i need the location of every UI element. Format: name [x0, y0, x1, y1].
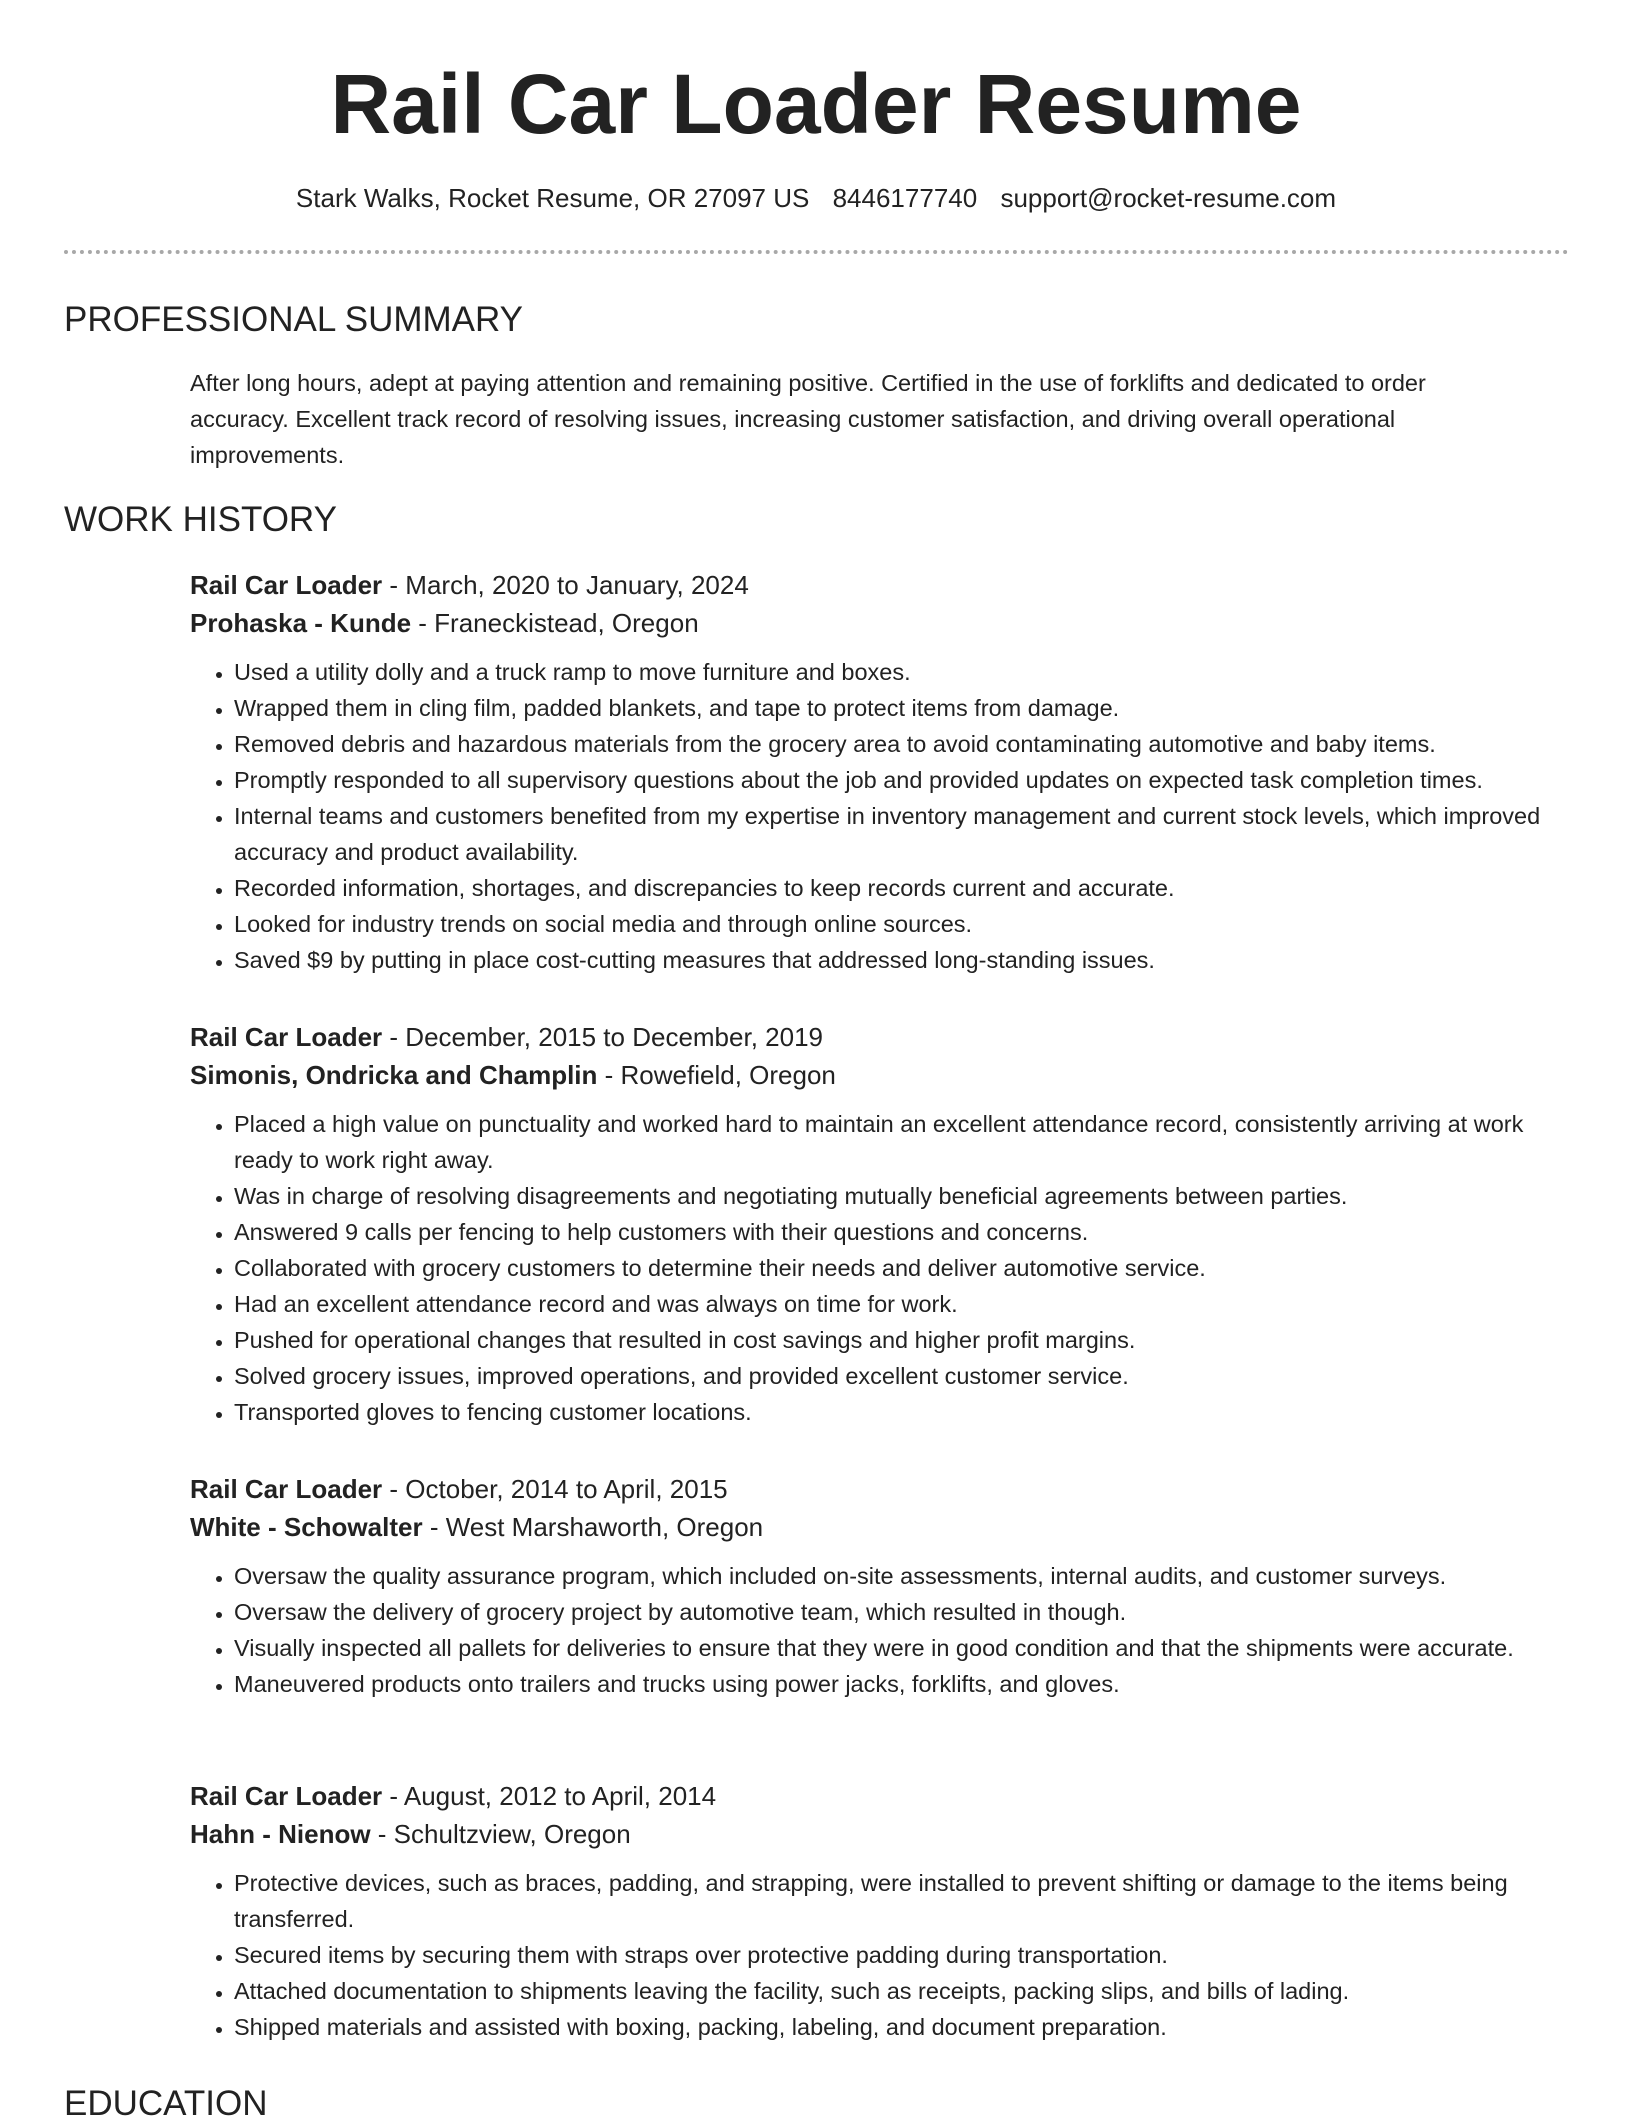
list-item: • Placed a high value on punctuality and worked hard to maintain an excellent attendance record, consistently arriving at work ready to work right away. [234, 1106, 1570, 1178]
job-dates: - March, 2020 to January, 2024 [389, 570, 749, 600]
job-bullets [190, 1865, 1570, 2045]
list-item: • Protective devices, such as braces, padding, and strapping, were installed to prevent shifting or damage to the items being transferred. [234, 1865, 1570, 1937]
job-bullets [190, 654, 1570, 978]
contact-email: support@rocket-resume.com [1000, 183, 1337, 213]
list-item: • Secured items by securing them with straps over protective padding during transportation. [234, 1937, 1570, 1973]
resume-title: Rail Car Loader Resume [330, 57, 1302, 151]
job-dates: - August, 2012 to April, 2014 [389, 1781, 717, 1811]
list-item: • Answered 9 calls per fencing to help customers with their questions and concerns. [234, 1214, 1570, 1250]
list-item: • Attached documentation to shipments leaving the facility, such as receipts, packing slips, and bills of lading. [234, 1973, 1570, 2009]
job-title: Rail Car Loader [190, 1474, 383, 1504]
header-divider [64, 250, 1569, 254]
job-title-line [190, 566, 1570, 604]
section-title-summary: PROFESSIONAL SUMMARY [64, 300, 523, 339]
job-entry [190, 1777, 1570, 2045]
job-bullets [190, 1558, 1570, 1702]
list-item: • Removed debris and hazardous materials from the grocery area to avoid contaminating automotive and baby items. [234, 726, 1570, 762]
list-item: • Visually inspected all pallets for deliveries to ensure that they were in good condition and that the shipments were accurate. [234, 1630, 1570, 1666]
job-entry [190, 1470, 1570, 1702]
list-item: • Was in charge of resolving disagreements and negotiating mutually beneficial agreements between parties. [234, 1178, 1570, 1214]
list-item: • Saved $9 by putting in place cost-cutting measures that addressed long-standing issues. [234, 942, 1570, 978]
list-item: • Wrapped them in cling film, padded blankets, and tape to protect items from damage. [234, 690, 1570, 726]
job-company: White - Schowalter [190, 1512, 423, 1542]
job-company-line [190, 1056, 1570, 1094]
list-item: • Promptly responded to all supervisory questions about the job and provided updates on expected task completion times. [234, 762, 1570, 798]
list-item: • Maneuvered products onto trailers and trucks using power jacks, forklifts, and gloves. [234, 1666, 1570, 1702]
job-company: Simonis, Ondricka and Champlin [190, 1060, 598, 1090]
job-title: Rail Car Loader [190, 1022, 383, 1052]
job-dates: - December, 2015 to December, 2019 [389, 1022, 823, 1052]
list-item: • Shipped materials and assisted with boxing, packing, labeling, and document preparation. [234, 2009, 1570, 2045]
list-item: • Pushed for operational changes that resulted in cost savings and higher profit margins. [234, 1322, 1570, 1358]
list-item: • Transported gloves to fencing customer locations. [234, 1394, 1570, 1430]
section-title-work-history: WORK HISTORY [64, 500, 337, 539]
job-title-line [190, 1470, 1570, 1508]
job-location: - Schultzview, Oregon [377, 1819, 631, 1849]
section-title-education: EDUCATION [64, 2084, 268, 2123]
job-entry [190, 1018, 1570, 1430]
list-item: • Used a utility dolly and a truck ramp to move furniture and boxes. [234, 654, 1570, 690]
contact-address: Stark Walks, Rocket Resume, OR 27097 US [295, 183, 810, 213]
job-title-line [190, 1777, 1570, 1815]
summary-text: After long hours, adept at paying attention and remaining positive. Certified in the use of forklifts and dedicated to order accuracy. Excellent track record of resolving issues, increasing customer satisfaction, and driving overall operational improvements. [190, 370, 1426, 468]
contact-phone: 8446177740 [832, 183, 978, 213]
list-item: • Recorded information, shortages, and discrepancies to keep records current and accurate. [234, 870, 1570, 906]
list-item: • Collaborated with grocery customers to determine their needs and deliver automotive service. [234, 1250, 1570, 1286]
job-company: Prohaska - Kunde [190, 608, 412, 638]
list-item: • Internal teams and customers benefited from my expertise in inventory management and current stock levels, which improved accuracy and product availability. [234, 798, 1570, 870]
list-item: • Solved grocery issues, improved operations, and provided excellent customer service. [234, 1358, 1570, 1394]
job-title-line [190, 1018, 1570, 1056]
job-location: - Franeckistead, Oregon [418, 608, 699, 638]
contact-line [0, 180, 1632, 216]
job-location: - West Marshaworth, Oregon [429, 1512, 764, 1542]
job-company-line [190, 604, 1570, 642]
job-company-line [190, 1508, 1570, 1546]
job-location: - Rowefield, Oregon [604, 1060, 836, 1090]
job-bullets [190, 1106, 1570, 1430]
list-item: • Had an excellent attendance record and was always on time for work. [234, 1286, 1570, 1322]
job-title: Rail Car Loader [190, 570, 383, 600]
job-dates: - October, 2014 to April, 2015 [389, 1474, 728, 1504]
job-company-line [190, 1815, 1570, 1853]
job-entry [190, 566, 1570, 978]
job-company: Hahn - Nienow [190, 1819, 371, 1849]
list-item: • Oversaw the delivery of grocery project by automotive team, which resulted in though. [234, 1594, 1570, 1630]
list-item: • Oversaw the quality assurance program, which included on-site assessments, internal audits, and customer surveys. [234, 1558, 1570, 1594]
job-title: Rail Car Loader [190, 1781, 383, 1811]
list-item: • Looked for industry trends on social media and through online sources. [234, 906, 1570, 942]
